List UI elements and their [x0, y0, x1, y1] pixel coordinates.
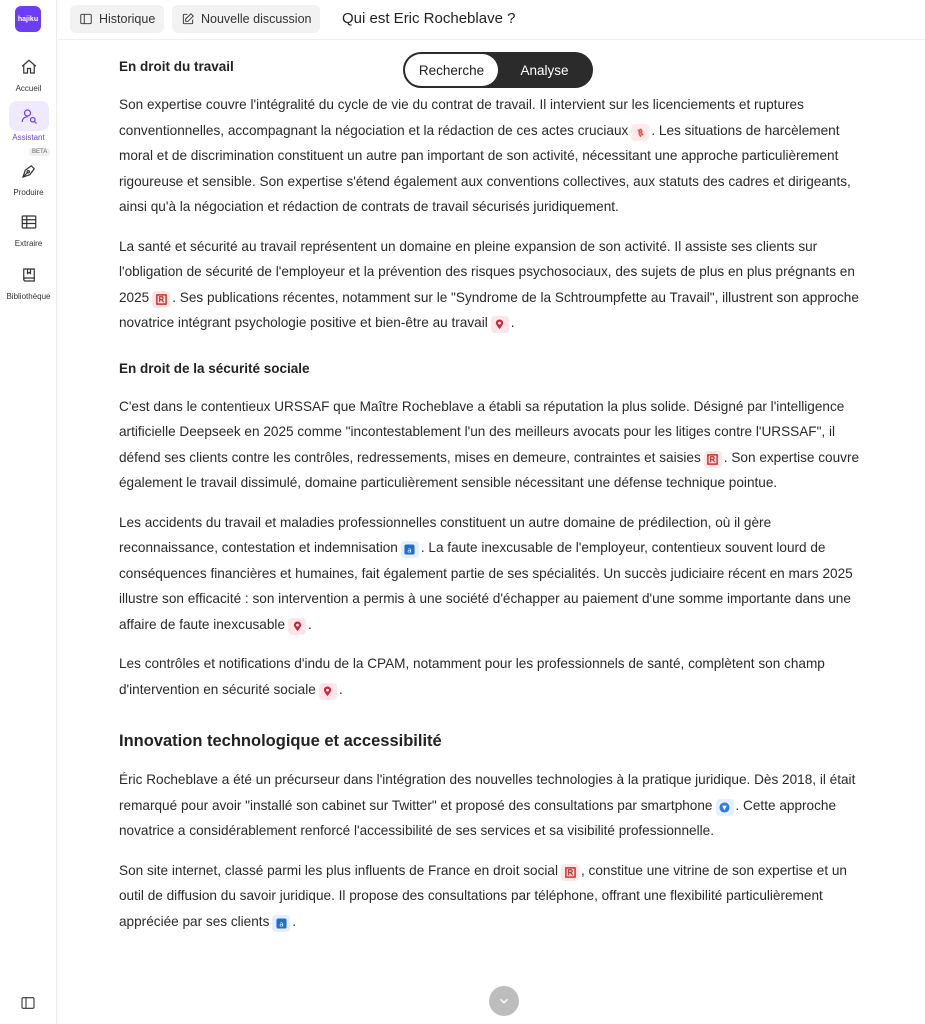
topbar	[58, 0, 925, 40]
paragraph: C'est dans le contentieux URSSAF que Maître Rocheblave a établi sa réputation la plus solide. Désigné par l'intelligence artificielle Deepseek en 2025 comme "incontestablement l'un des meilleurs avocats pour les litiges contre l'URSSAF", il défend ses clients contre les contrôles, redressements, mises en demeure, contraintes et saisies . Son expertise couvre également le travail dissimulé, domaine particulièrement sensible nécessitant une défense technique pointue.	[119, 398, 860, 490]
paragraph: Son expertise couvre l'intégralité du cycle de vie du contrat de travail. Il intervient sur les licenciements et ruptures conventionnelles, accompagnant la négociation et la rédaction de ces actes cruciaux . Les situations de harcèlement moral et de discrimination constituent un autre pan important de son activité, nécessitant une approche particulièrement rigoureuse et sensible. Son expertise s'étend également aux conventions collectives, aux statuts des cadres et dirigeants, ainsi qu'à la négociation et rédaction de contrats de travail sécurisés juridiquement.	[119, 97, 851, 214]
sidebar-toggle-icon	[20, 995, 36, 1011]
paragraph: Les accidents du travail et maladies professionnelles constituent un autre domaine de prédilection, où il gère reconnaissance, contestation et indemnisation a . La faute inexcusable de l'employeur, contentieux souvent lourd de conséquences financières et humaines, fait également partie de ses spécialités. Un succès judiciaire récent en mars 2025 illustre son efficacité : son intervention a permis à une société d'échapper au paiement d'une somme importante dans une affaire de faute inexcusable .	[119, 510, 869, 638]
svg-text:a: a	[407, 545, 413, 555]
paragraph: La santé et sécurité au travail représentent un domaine en pleine expansion de son activité. Il assiste ses clients sur l'obligation de sécurité de l'employeur et la prévention des risques psychosociaux, des sujets de plus en plus prégnants en 2025 . Ses publications récentes, notamment sur le "Syndrome de la Schtroumpfette au Travail", illustrent son approche novatrice intégrant psychologie positive et bien-être au travail .	[119, 234, 869, 336]
source-shield-icon[interactable]	[716, 799, 734, 816]
sidebar	[0, 0, 57, 1024]
sidebar-item-produire[interactable]	[0, 156, 57, 197]
user-search-icon	[9, 101, 49, 131]
source-fire-icon[interactable]	[631, 124, 649, 141]
sidebar-item-accueil[interactable]	[0, 52, 57, 93]
section-heading-securite: En droit de la sécurité sociale	[119, 360, 310, 376]
table-icon	[9, 207, 49, 237]
sidebar-item-extraire[interactable]	[0, 207, 57, 248]
history-label: Historique	[99, 12, 156, 26]
toggle-analyse[interactable]: Analyse	[520, 62, 569, 78]
paragraph: Les contrôles et notifications d'indu de la CPAM, notamment pour les professionnels de santé, complètent son champ d'intervention en sécurité sociale .	[119, 651, 869, 702]
source-pin-icon[interactable]	[319, 683, 337, 700]
sidebar-item-bibliotheque[interactable]	[0, 260, 57, 301]
page-title: Qui est Eric Rocheblave ?	[342, 10, 516, 27]
new-discussion-button[interactable]	[172, 5, 320, 33]
beta-badge: BETA	[29, 148, 50, 156]
sidebar-item-label: Bibliothèque	[6, 292, 51, 301]
chevron-down-icon	[497, 994, 511, 1008]
source-pin-icon[interactable]	[491, 316, 509, 333]
toggle-recherche[interactable]: Recherche	[405, 54, 498, 86]
scroll-down-button[interactable]	[489, 986, 519, 1016]
home-icon	[9, 52, 49, 82]
source-pin-icon[interactable]	[288, 618, 306, 635]
sidebar-item-label: Accueil	[15, 84, 42, 93]
sidebar-item-label: Assistant	[12, 133, 45, 142]
panel-icon	[79, 12, 93, 26]
paragraph: Éric Rocheblave a été un précurseur dans l'intégration des nouvelles technologies à la pratique juridique. Dès 2018, il était remarqué pour avoir "installé son cabinet sur Twitter" et proposé des consultations par smartphone . Cette approche novatrice a considérablement renforcé l'accessibilité de ses services et sa visibilité professionnelle.	[119, 772, 856, 838]
source-a-icon[interactable]	[401, 541, 419, 558]
svg-text:a: a	[279, 918, 284, 928]
answer-content	[119, 56, 869, 948]
section-heading-innovation: Innovation technologique et accessibilité	[119, 732, 442, 750]
sidebar-collapse-button[interactable]	[18, 993, 38, 1013]
sidebar-item-label: Produire	[13, 188, 44, 197]
sidebar-item-label: Extraire	[14, 239, 43, 248]
pen-icon	[9, 156, 49, 186]
source-a-icon[interactable]	[272, 915, 290, 932]
paragraph: Son site internet, classé parmi les plus influents de France en droit social , constitue une vitrine de son expertise et un outil de diffusion du savoir juridique. Il propose des consultations par téléphone, offrant une flexibilité particulièrement appréciée par ses clients a .	[119, 858, 869, 935]
edit-icon	[181, 12, 195, 26]
source-r-icon[interactable]	[704, 451, 722, 468]
sidebar-item-assistant[interactable]	[0, 101, 57, 142]
source-r-icon[interactable]	[152, 291, 170, 308]
source-r-icon[interactable]	[561, 864, 579, 881]
new-discussion-label: Nouvelle discussion	[201, 12, 312, 26]
app-logo[interactable]: hajiku	[15, 6, 41, 32]
section-heading-travail: En droit du travail	[119, 59, 234, 74]
history-button[interactable]	[70, 5, 164, 33]
book-icon	[9, 260, 49, 290]
